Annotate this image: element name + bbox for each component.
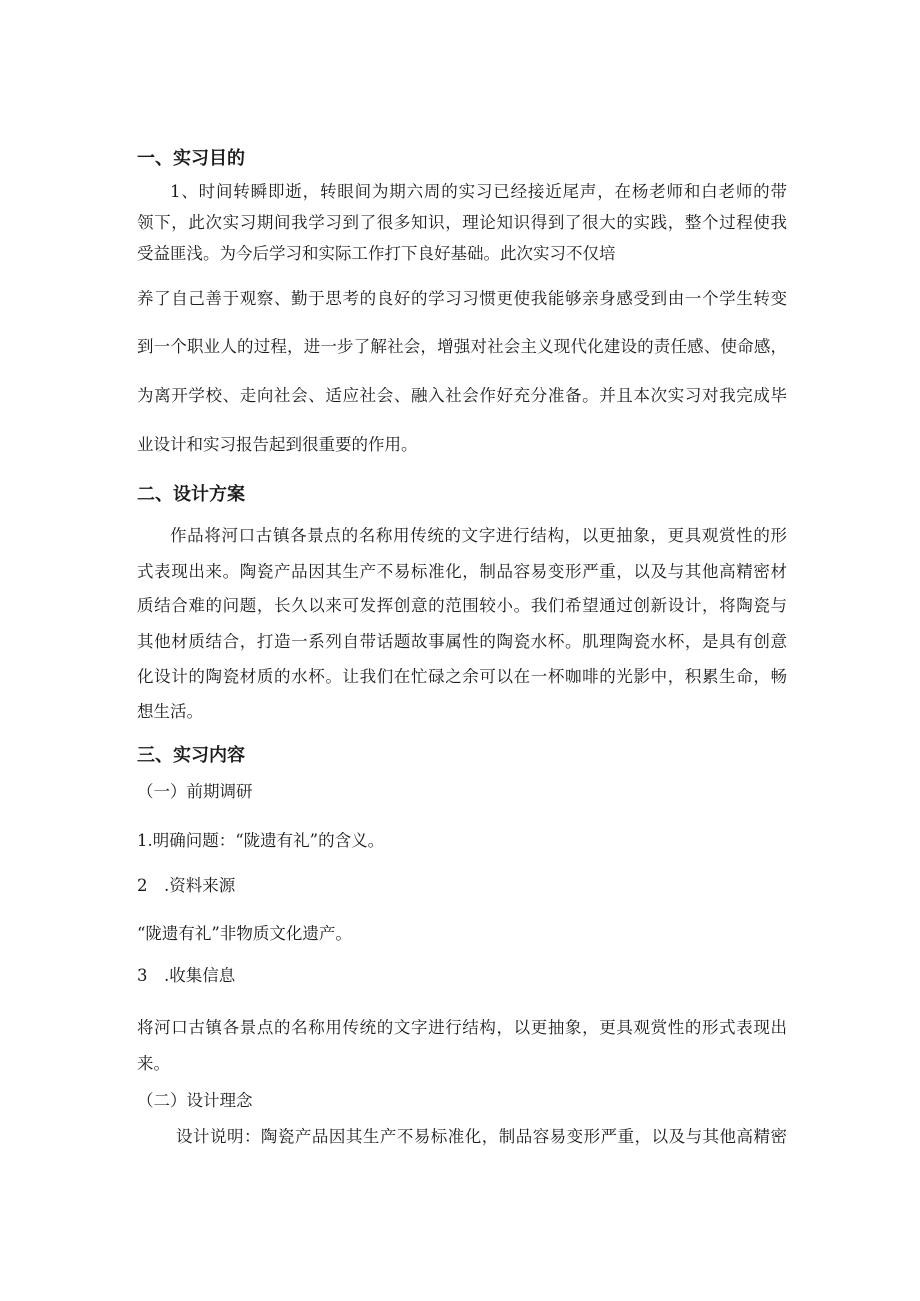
paragraph-line: 设计说明：陶瓷产品因其生产不易标准化，制品容易变形严重，以及与其他高精密: [176, 1127, 787, 1146]
list-item: 2 .资料来源: [137, 876, 236, 895]
subheading-preliminary-research: （一）前期调研: [137, 782, 253, 801]
paragraph-line: “陇遗有礼”非物质文化遗产。: [137, 924, 352, 943]
paragraph-line: 养了自己善于观察、勤于思考的良好的学习习惯更使我能够亲身感受到由一个学生转变: [137, 289, 787, 308]
section-heading-design-plan: 二、设计方案: [137, 484, 245, 505]
paragraph-line: 化设计的陶瓷材质的水杯。让我们在忙碌之余可以在一杯咖啡的光影中，积累生命，畅: [137, 667, 787, 686]
subheading-design-concept: （二）设计理念: [137, 1091, 253, 1110]
paragraph-line: 受益匪浅。为今后学习和实际工作打下良好基础。此次实习不仅培: [137, 244, 616, 263]
paragraph-line: 为离开学校、走向社会、适应社会、融入社会作好充分准备。并且本次实习对我完成毕: [137, 386, 787, 405]
paragraph-line: 式表现出来。陶瓷产品因其生产不易标准化，制品容易变形严重，以及与其他高精密材: [137, 562, 787, 581]
list-item: 1.明确问题：“陇遗有礼”的含义。: [137, 831, 385, 850]
paragraph-line: 质结合难的问题，长久以来可发挥创意的范围较小。我们希望通过创新设计，将陶瓷与: [137, 596, 787, 615]
paragraph-line: 想生活。: [137, 702, 203, 721]
paragraph-line: 来。: [137, 1054, 170, 1073]
list-item: 3 .收集信息: [137, 966, 236, 985]
paragraph-line: 将河口古镇各景点的名称用传统的文字进行结构，以更抽象，更具观赏性的形式表现出: [137, 1018, 787, 1037]
paragraph-line: 其他材质结合，打造一系列自带话题故事属性的陶瓷水杯。肌理陶瓷水杯，是具有创意: [137, 632, 787, 651]
paragraph-line: 到一个职业人的过程，进一步了解社会，增强对社会主义现代化建设的责任感、使命感，: [137, 337, 787, 356]
section-heading-internship-content: 三、实习内容: [137, 745, 245, 766]
paragraph-line: 领下，此次实习期间我学习到了很多知识，理论知识得到了很大的实践，整个过程使我: [137, 213, 787, 232]
paragraph-line: 业设计和实习报告起到很重要的作用。: [137, 435, 418, 454]
paragraph-line: 作品将河口古镇各景点的名称用传统的文字进行结构，以更抽象，更具观赏性的形: [170, 526, 787, 545]
section-heading-internship-purpose: 一、实习目的: [137, 148, 245, 169]
paragraph-line: 1、时间转瞬即逝，转眼间为期六周的实习已经接近尾声，在杨老师和白老师的带: [170, 182, 787, 201]
